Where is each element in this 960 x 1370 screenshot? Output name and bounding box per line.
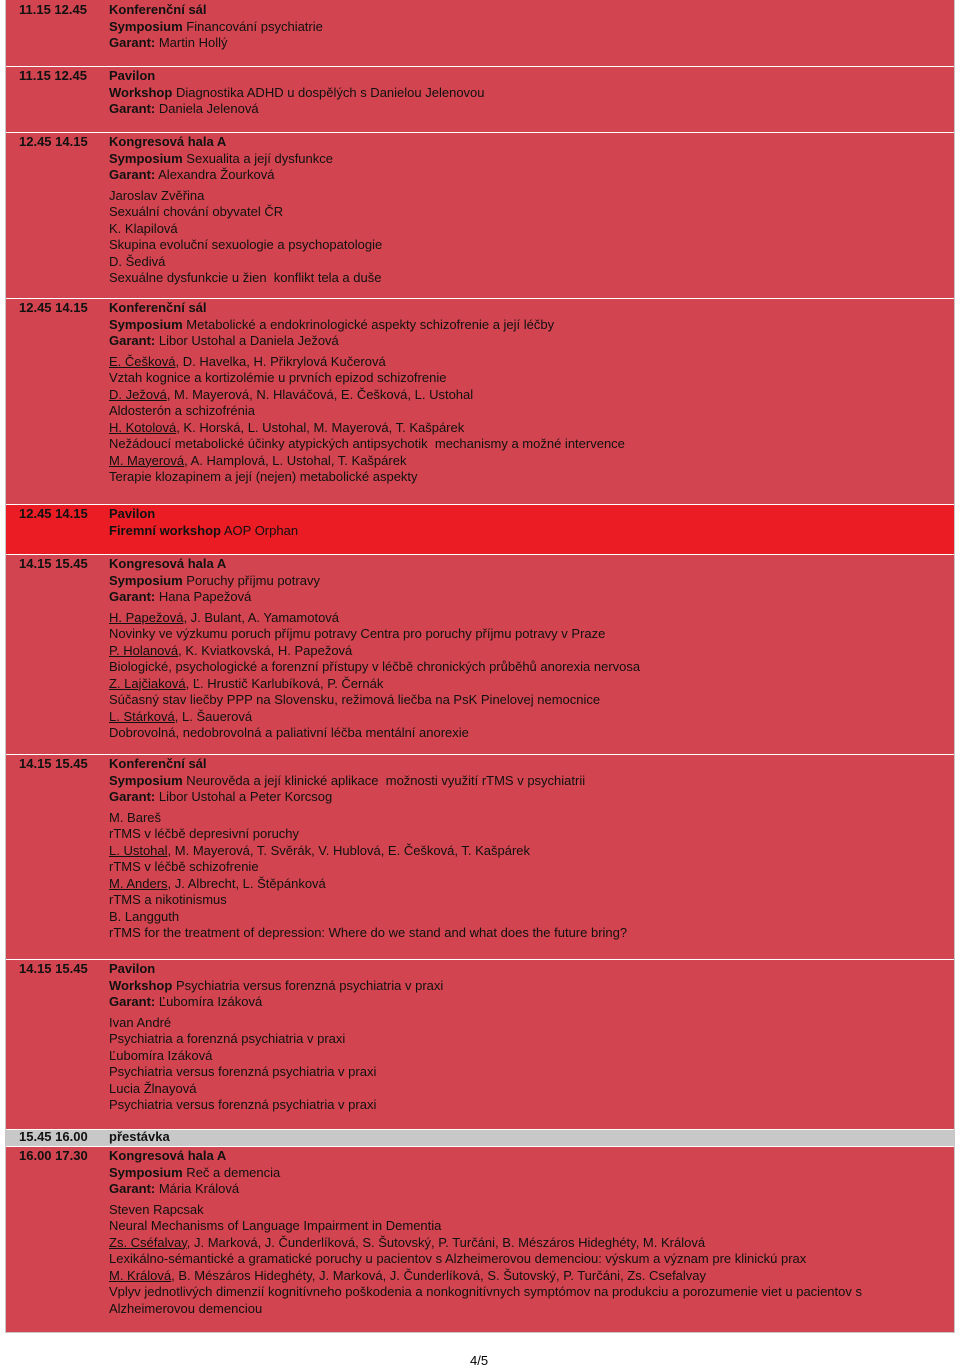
schedule-line [109, 1284, 949, 1301]
schedule-line [109, 810, 949, 827]
schedule-line [109, 2, 949, 19]
schedule-line [109, 167, 949, 184]
row-divider [6, 66, 954, 67]
text-run: B. Langguth [109, 908, 180, 924]
presenting-author: M. Anders [109, 875, 168, 891]
schedule-line [109, 892, 949, 909]
label-text: Workshop [109, 84, 173, 100]
presenting-author: M. Králová [109, 1267, 172, 1283]
label-text: Kongresová hala A [109, 1148, 227, 1163]
label-text: Kongresová hala A [109, 556, 227, 571]
schedule-line [109, 333, 949, 350]
text-run: Vztah kognice a kortizolémie u prvních epizod schizofrenie [109, 370, 447, 385]
schedule-line [109, 994, 949, 1011]
label-text: Symposium [109, 1164, 183, 1180]
row-divider [6, 298, 954, 299]
schedule-line [109, 659, 949, 676]
label-text: Garant: [109, 994, 156, 1009]
schedule-line [109, 387, 949, 404]
schedule-line [109, 692, 949, 709]
text-run: Steven Rapcsak [109, 1201, 204, 1217]
text-run: Metabolické a endokrinologické aspekty schizofrenie a její léčby [182, 316, 555, 332]
schedule-line [109, 773, 949, 790]
presenting-author: L. Ustohal [109, 842, 168, 858]
text-run: Terapie klozapinem a její (nejen) metabolické aspekty [109, 469, 418, 484]
schedule-line [109, 1048, 949, 1065]
schedule-line [109, 789, 949, 806]
text-run: Lucia Žlnayová [109, 1080, 197, 1096]
label-text: Pavilon [109, 68, 156, 83]
label-text: Symposium [109, 572, 183, 588]
text-run: Sexualita a její dysfunkce [182, 150, 333, 166]
row-divider [6, 132, 954, 133]
schedule-line [109, 756, 949, 773]
schedule-line [109, 1301, 949, 1318]
text-run: Mária Králová [155, 1181, 240, 1196]
schedule-line [109, 925, 949, 942]
text-run: Diagnostika ADHD u dospělých s Danielou Jelenovou [172, 84, 485, 100]
page-number: 4/5 [470, 1353, 489, 1368]
text-run: Daniela Jelenová [155, 101, 259, 116]
label-text: Garant: [109, 333, 156, 348]
schedule-line [109, 1031, 949, 1048]
text-run: Hana Papežová [155, 589, 252, 604]
schedule-line [109, 523, 949, 540]
schedule-line [109, 134, 949, 151]
session-content [109, 2, 949, 52]
text-run: rTMS for the treatment of depression: Where do we stand and what does the future bring? [109, 925, 628, 940]
text-run: Psychiatria versus forenzná psychiatria v praxi [109, 1064, 377, 1079]
schedule-line [109, 573, 949, 590]
session-time: 14.15 15.45 [19, 961, 88, 976]
label-text: Konferenční sál [109, 300, 207, 315]
session-content [109, 68, 949, 118]
presenting-author: E. Češková [109, 353, 176, 369]
schedule-block [6, 298, 954, 504]
schedule-line [109, 204, 949, 221]
row-divider [6, 754, 954, 755]
schedule-line [109, 859, 949, 876]
schedule-line [109, 101, 949, 118]
text-run: D. Šedivá [109, 253, 166, 269]
schedule-line [109, 1165, 949, 1182]
row-divider [6, 1146, 954, 1147]
schedule-line [109, 843, 949, 860]
schedule-line [109, 19, 949, 36]
presenting-author: Z. Lajčiaková [109, 675, 186, 691]
text-run: Neural Mechanisms of Language Impairment in Dementia [109, 1218, 442, 1233]
text-run: Ľubomíra Izáková [109, 1047, 213, 1063]
presenting-author: P. Holanová [109, 642, 179, 658]
schedule-block [6, 66, 954, 132]
session-time: 16.00 17.30 [19, 1148, 88, 1163]
text-run: rTMS v léčbě schizofrenie [109, 859, 259, 874]
schedule-line [109, 151, 949, 168]
schedule-line [109, 826, 949, 843]
label-text: Symposium [109, 18, 183, 34]
session-time: 12.45 14.15 [19, 134, 88, 149]
presenting-author: D. Ježová [109, 386, 167, 402]
presenting-author: H. Papežová [109, 609, 184, 625]
text-run: Psychiatria versus forenzná psychiatria v praxi [109, 1097, 377, 1112]
session-time: 14.15 15.45 [19, 556, 88, 571]
schedule-line [109, 1235, 949, 1252]
schedule-line [109, 643, 949, 660]
schedule-block [6, 0, 954, 66]
text-run: rTMS v léčbě depresivní poruchy [109, 826, 300, 841]
schedule-line [109, 978, 949, 995]
text-run: , L. Šauerová [174, 708, 253, 724]
label-text: Garant: [109, 789, 156, 804]
text-run: , M. Mayerová, T. Svěrák, V. Hublová, E. Češková, T. Kašpárek [167, 842, 531, 858]
row-divider [6, 1129, 954, 1130]
text-run: , J. Marková, J. Čunderlíková, S. Šutovský, P. Turčáni, B. Mészáros Hideghéty, M. Králová [186, 1234, 706, 1250]
text-run: , M. Mayerová, N. Hlaváčová, E. Češková, L. Ustohal [166, 386, 474, 402]
presenting-author: H. Kotolová [109, 419, 177, 435]
label-text: Garant: [109, 101, 156, 116]
session-time: 14.15 15.45 [19, 756, 88, 771]
session-time: 12.45 14.15 [19, 506, 88, 521]
schedule-block [6, 132, 954, 298]
text-run: Aldosterón a schizofrénia [109, 403, 255, 418]
schedule-line [109, 453, 949, 470]
schedule-line [109, 626, 949, 643]
schedule-line [109, 469, 949, 486]
text-run: Ľubomíra Izáková [155, 994, 263, 1009]
text-run: Ivan André [109, 1014, 172, 1030]
schedule-line [109, 876, 949, 893]
session-content [109, 961, 949, 1114]
text-run: , A. Hamplová, L. Ustohal, T. Kašpárek [184, 452, 407, 468]
session-content [109, 1129, 949, 1146]
row-divider [6, 504, 954, 505]
schedule-line [109, 1181, 949, 1198]
label-text: Symposium [109, 772, 183, 788]
label-text: Konferenční sál [109, 756, 207, 771]
schedule-line [109, 610, 949, 627]
text-run: , Ľ. Hrustič Karlubíková, P. Černák [185, 675, 384, 691]
text-run: Financování psychiatrie [182, 18, 323, 34]
schedule-line [109, 270, 949, 287]
text-run: Alexandra Žourková [155, 167, 275, 182]
schedule-line [109, 237, 949, 254]
text-run: AOP Orphan [220, 522, 299, 538]
session-time: 15.45 16.00 [19, 1129, 88, 1144]
presenting-author: L. Stárková [109, 708, 175, 724]
schedule-line [109, 35, 949, 52]
schedule-line [109, 85, 949, 102]
presenting-author: Zs. Cséfalvay [109, 1234, 187, 1250]
text-run: Jaroslav Zvěřina [109, 187, 205, 203]
label-text: přestávka [109, 1129, 170, 1144]
text-run: Psychiatria versus forenzná psychiatria v praxi [172, 977, 444, 993]
schedule-block [6, 554, 954, 754]
label-text: Symposium [109, 316, 183, 332]
session-time: 12.45 14.15 [19, 300, 88, 315]
session-content [109, 556, 949, 742]
text-run: Alzheimerovou demenciou [109, 1300, 263, 1316]
schedule-line [109, 317, 949, 334]
schedule-line [109, 1015, 949, 1032]
text-run: Libor Ustohal a Peter Korcsog [155, 789, 333, 804]
text-run: Biologické, psychologické a forenzní přístupy v léčbě chronických průběhů anorexia nervosa [109, 659, 641, 674]
session-time: 11.15 12.45 [19, 68, 87, 83]
text-run: Dobrovolná, nedobrovolná a paliativní léčba mentální anorexie [109, 725, 469, 740]
session-content [109, 300, 949, 486]
text-run: Martin Hollý [155, 35, 228, 50]
schedule-line [109, 403, 949, 420]
schedule-line [109, 1064, 949, 1081]
schedule-line [109, 354, 949, 371]
schedule-block [6, 754, 954, 959]
session-content [109, 506, 949, 539]
label-text: Kongresová hala A [109, 134, 227, 149]
text-run: Libor Ustohal a Daniela Ježová [155, 333, 339, 348]
text-run: , J. Albrecht, L. Štěpánková [167, 875, 326, 891]
text-run: rTMS a nikotinismus [109, 892, 227, 907]
text-run: , K. Kviatkovská, H. Papežová [178, 642, 353, 658]
label-text: Pavilon [109, 506, 156, 521]
session-content [109, 1148, 949, 1317]
schedule-line [109, 1081, 949, 1098]
text-run: Lexikálno-sémantické a gramatické poruchy u pacientov s Alzheimerovou demenciou: výskum a význam pre klinickú prax [109, 1251, 807, 1266]
row-divider [6, 554, 954, 555]
schedule-block [6, 1129, 954, 1146]
schedule-line [109, 506, 949, 523]
schedule-line [109, 370, 949, 387]
text-run: , K. Horská, L. Ustohal, M. Mayerová, T. Kašpárek [176, 419, 465, 435]
text-run: Skupina evoluční sexuologie a psychopatologie [109, 237, 383, 252]
schedule-line [109, 909, 949, 926]
schedule-line [109, 221, 949, 238]
schedule-line [109, 188, 949, 205]
text-run: , D. Havelka, H. Přikrylová Kučerová [175, 353, 386, 369]
session-content [109, 134, 949, 287]
schedule-line [109, 725, 949, 742]
text-run: Sexuální chování obyvatel ČR [109, 204, 284, 219]
label-text: Konferenční sál [109, 2, 207, 17]
schedule-line [109, 709, 949, 726]
schedule-line [109, 254, 949, 271]
label-text: Garant: [109, 167, 156, 182]
session-content [109, 756, 949, 942]
schedule-block [6, 1146, 954, 1333]
schedule-line [109, 556, 949, 573]
text-run: Nežádoucí metabolické účinky atypických antipsychotik mechanismy a možné intervence [109, 436, 625, 451]
label-text: Garant: [109, 35, 156, 50]
schedule-line [109, 1218, 949, 1235]
schedule-line [109, 436, 949, 453]
text-run: Reč a demencia [182, 1164, 281, 1180]
schedule-table [5, 0, 955, 1333]
schedule-line [109, 676, 949, 693]
text-run: Neurověda a její klinické aplikace možnosti využití rTMS v psychiatrii [182, 772, 586, 788]
schedule-line [109, 1251, 949, 1268]
label-text: Pavilon [109, 961, 156, 976]
label-text: Garant: [109, 589, 156, 604]
presenting-author: M. Mayerová [109, 452, 185, 468]
schedule-line [109, 1202, 949, 1219]
schedule-line [109, 961, 949, 978]
text-run: Vplyv jednotlivých dimenzií kognitívneho poškodenia a nonkognitívnych symptómov na produkciu a porozumenie viet u pacientov s [109, 1284, 862, 1299]
label-text: Garant: [109, 1181, 156, 1196]
schedule-line [109, 420, 949, 437]
schedule-line [109, 1148, 949, 1165]
session-time: 11.15 12.45 [19, 2, 87, 17]
schedule-block [6, 504, 954, 554]
schedule-line [109, 1129, 949, 1146]
schedule-line [109, 1097, 949, 1114]
text-run: Poruchy příjmu potravy [182, 572, 320, 588]
label-text: Symposium [109, 150, 183, 166]
schedule-block [6, 959, 954, 1129]
text-run: , J. Bulant, A. Yamamotová [183, 609, 340, 625]
text-run: Psychiatria a forenzná psychiatria v praxi [109, 1031, 346, 1046]
text-run: Novinky ve výzkumu poruch příjmu potravy Centra pro poruchy příjmu potravy v Praze [109, 626, 606, 641]
text-run: Súčasný stav liečby PPP na Slovensku, režimová liečba na PsK Pinelovej nemocnice [109, 692, 601, 707]
label-text: Workshop [109, 977, 173, 993]
text-run: , B. Mészáros Hideghéty, J. Marková, J. Čunderlíková, S. Šutovský, P. Turčáni, Zs. Csefalvay [171, 1267, 707, 1283]
text-run: K. Klapilová [109, 220, 178, 236]
schedule-line [109, 1268, 949, 1285]
schedule-line [109, 300, 949, 317]
schedule-line [109, 589, 949, 606]
schedule-line [109, 68, 949, 85]
text-run: Sexuálne dysfunkcie u žien konflikt tela a duše [109, 270, 382, 285]
text-run: M. Bareš [109, 809, 162, 825]
label-text: Firemní workshop [109, 522, 221, 538]
row-divider [6, 959, 954, 960]
